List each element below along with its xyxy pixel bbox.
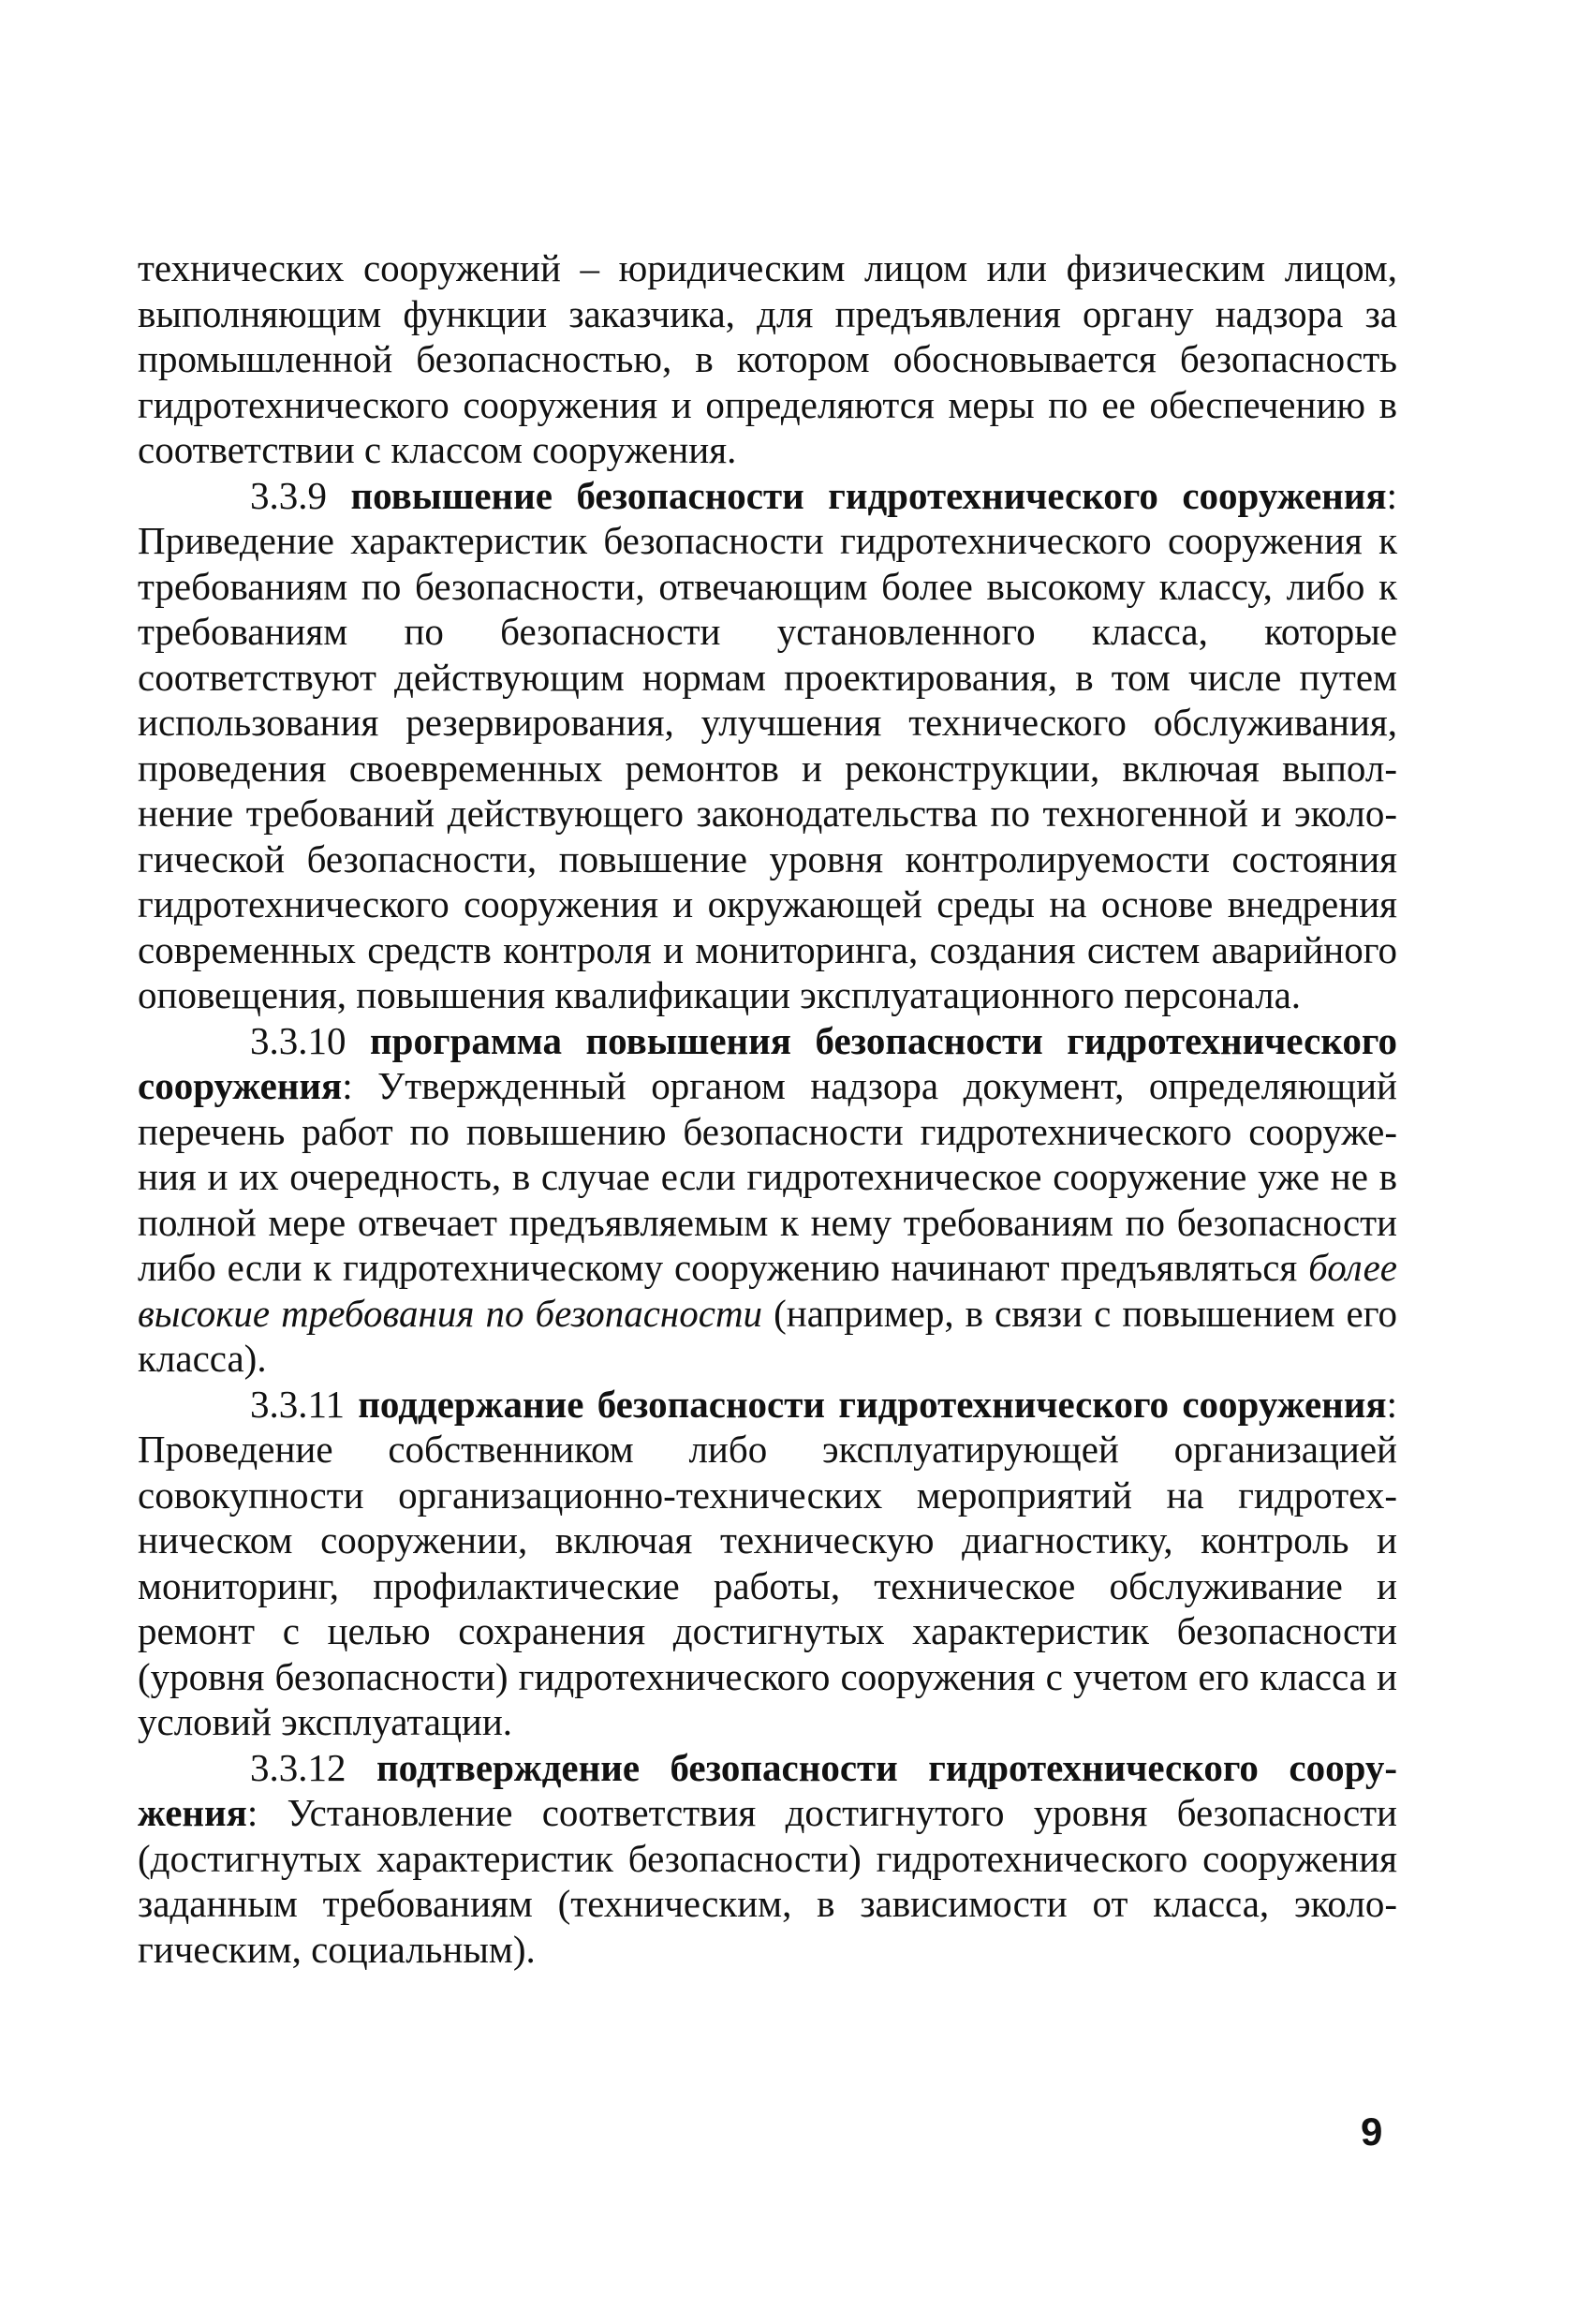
section-3-3-11 [138,1382,1397,1745]
section-colon: : [1386,1382,1397,1426]
section-number: 3.3.9 [250,473,327,517]
section-colon: : [342,1064,353,1107]
section-3-3-12 [138,1745,1397,1973]
section-number: 3.3.12 [250,1745,346,1789]
section-definition: Проведение собственником либо эксплуатирующей организацией совокупности организационно-технических мероприятий на гидротехническом сооружении, включая техническую диагностику, контроль и мониторинг, профилактические работы, техническое обслуживание и ремонт с целью сохранения достигнутых характеристик безопасности (уровня безопасности) гидротехнического сооружения с учетом его класса и условий эксплуатации. [138,1428,1397,1743]
section-colon: : [246,1791,258,1834]
section-3-3-9 [138,473,1397,1018]
intro-paragraph [138,245,1397,473]
page-body [138,245,1397,1972]
intro-text: технических сооружений – юридическим лицом или физическим лицом, выполняющим функции заказчика, для предъявления органу надзора за промышленной безопасностью, в котором обосновывается безопасность гидротехнического сооружения и определяются меры по ее обеспечению в соответствии с классом сооружения. [138,246,1397,471]
section-term: повышение безопасности гидротехнического сооружения [350,473,1387,517]
section-definition: Приведение характеристик безопасности гидротехнического сооружения к требованиям по безопасности, отвечающим более высокому классу, либо к требованиям по безопасности установленного класса, которые соответствуют действующим нормам проектирования, в том числе путем использования резервирования, улучшения технического обслуживания, проведения своевременных ремонтов и реконструкции, включая выполнение требований действующего законодательства по техногенной и экологической безопасности, повышение уровня контролируемости состояния гидротехнического сооружения и окружающей среды на основе внедрения современных средств контроля и мониторинга, создания систем аварийного оповещения, повышения квалификации эксплуатационного персонала. [138,519,1397,1016]
section-3-3-10 [138,1018,1397,1382]
section-definition-end: (например, в связи с повышением его класса). [138,1291,1397,1380]
section-term: поддержание безопасности гидротехнического сооружения [358,1382,1387,1426]
section-definition-italic: более высокие требования по безопасности [138,1246,1397,1335]
section-term: программа повышения безопасности гидротехнического сооружения [138,1018,1398,1107]
section-colon: : [1386,473,1398,517]
page-number: 9 [1361,2109,1383,2154]
section-definition: Установление соответствия достигнутого уровня безопасности (достигнутых характеристик безопасности) гидротехнического сооружения заданным требованиям (техническим, в зависимости от класса, экологическим, социальным). [138,1791,1397,1971]
section-number: 3.3.11 [250,1382,345,1426]
section-term: подтверждение безопасности гидротехнического сооружения [138,1745,1397,1834]
section-definition: Утвержденный органом надзора документ, определяющий перечень работ по повышению безопасности гидротехнического сооружения и их очередность, в случае если гидротехническое сооружение уже не в полной мере отвечает предъявляемым к нему требованиям по безопасности либо если к гидротехническому сооружению начинают предъявляться [138,1064,1397,1289]
section-number: 3.3.10 [250,1018,346,1062]
